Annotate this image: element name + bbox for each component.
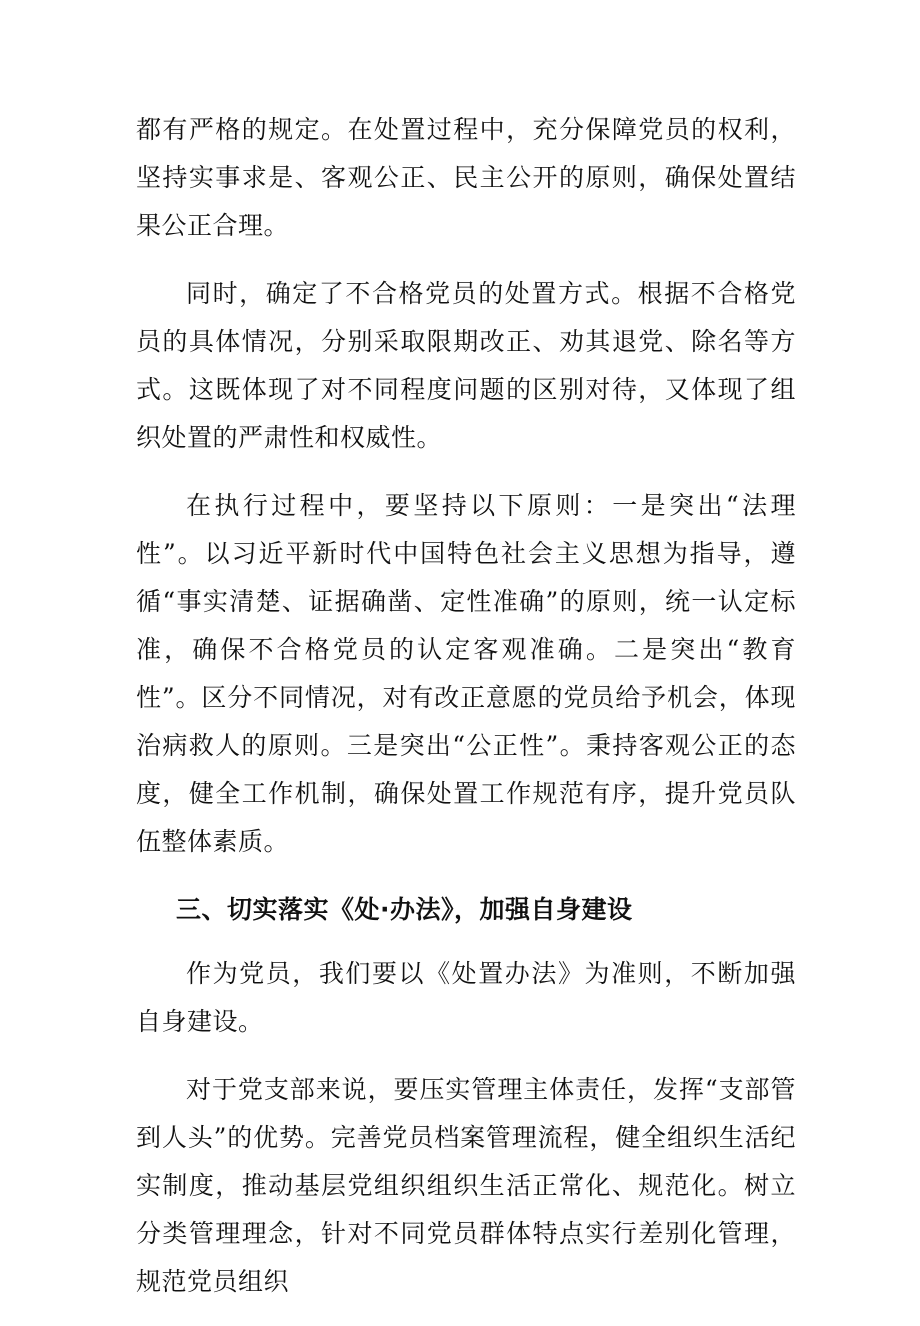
paragraph-continuation: 都有严格的规定。在处置过程中，充分保障党员的权利，坚持实事求是、客观公正、民主公开的原则，确保处置结果公正合理。 xyxy=(136,115,796,240)
paragraph-branch-responsibility: 对于党支部来说，要压实管理主体责任，发挥“支部管到人头”的优势。完善党员档案管理流程，健全组织生活纪实制度，推动基层党组织组织生活正常化、规范化。树立分类管理理念，针对不同党员群体特点实行差别化管理，规范党员组织 xyxy=(136,1075,796,1296)
section-heading: 三、切实落实《处·办法》，加强自身建设 xyxy=(176,895,633,924)
paragraph-disposal-methods: 同时，确定了不合格党员的处置方式。根据不合格党员的具体情况，分别采取限期改正、劝其退党、除名等方式。这既体现了对不同程度问题的区别对待，又体现了组织处置的严肃性和权威性。 xyxy=(136,279,796,452)
document-page xyxy=(136,106,796,1326)
paragraph-party-member-duty: 作为党员，我们要以《处置办法》为准则，不断加强自身建设。 xyxy=(136,959,796,1036)
paragraph-execution-principles: 在执行过程中，要坚持以下原则：一是突出“法理性”。以习近平新时代中国特色社会主义思想为指导，遵循“事实清楚、证据确凿、定性准确”的原则，统一认定标准，确保不合格党员的认定客观准确。二是突出“教育性”。区分不同情况，对有改正意愿的党员给予机会，体现治病救人的原则。三是突出“公正性”。秉持客观公正的态度，健全工作机制，确保处置工作规范有序，提升党员队伍整体素质。 xyxy=(136,491,796,856)
